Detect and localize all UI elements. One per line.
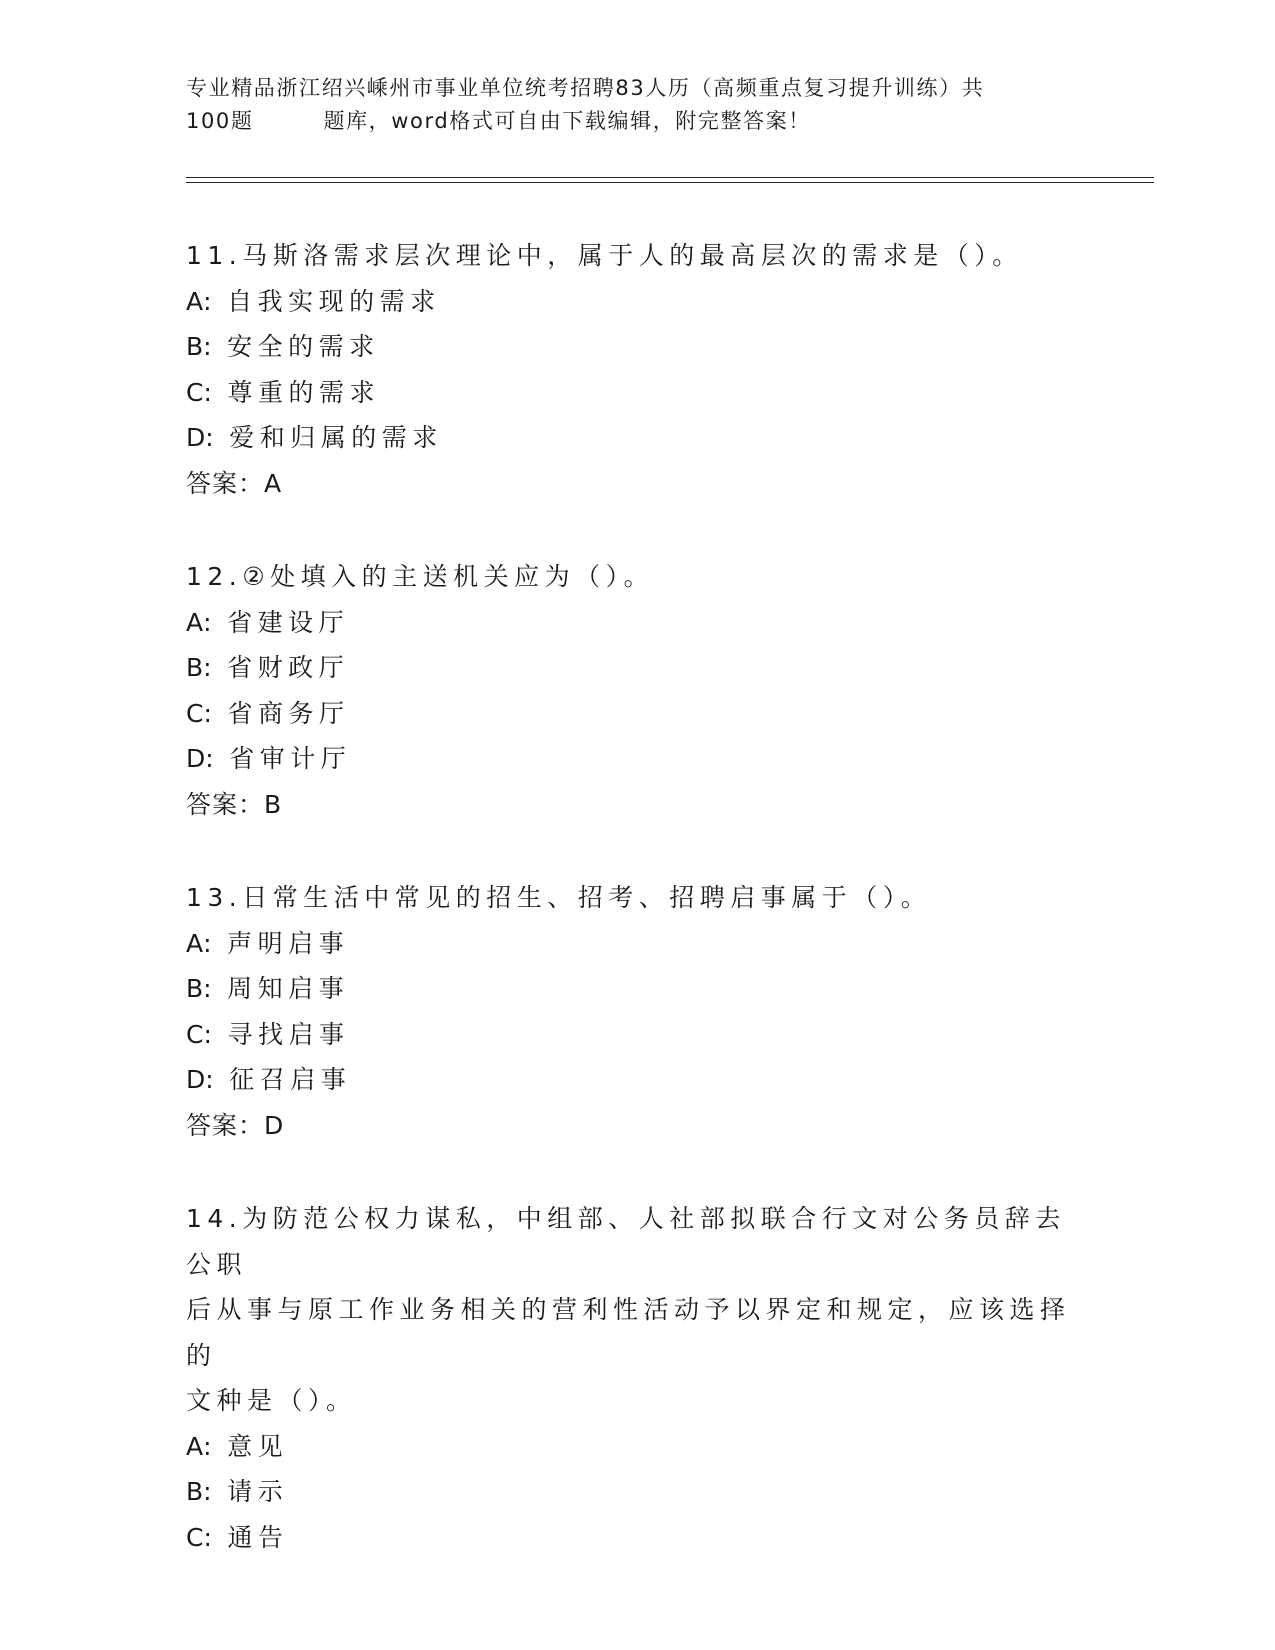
option-letter: A bbox=[186, 286, 204, 316]
answer-value: B bbox=[264, 789, 283, 819]
answer-line bbox=[186, 1103, 1086, 1149]
answer-option: A: 意见 bbox=[186, 1431, 289, 1461]
option-text: 通告 bbox=[227, 1522, 289, 1552]
question-list bbox=[186, 233, 1086, 1608]
answer-option: B: 周知启事 bbox=[186, 974, 350, 1003]
question-block bbox=[186, 233, 1086, 506]
answer-option: C: 寻找启事 bbox=[186, 1019, 350, 1049]
header-divider-top bbox=[186, 177, 1154, 178]
header-line-2 bbox=[186, 105, 1086, 138]
answer-label: 答案： bbox=[186, 1110, 265, 1140]
option-letter: A bbox=[186, 928, 204, 958]
answer-option: B: 省财政厅 bbox=[186, 653, 350, 682]
option-letter: B bbox=[186, 653, 204, 682]
answer-option: A: 省建设厅 bbox=[186, 607, 350, 637]
option-letter: D bbox=[186, 744, 206, 773]
question-stem: 11.马斯洛需求层次理论中，属于人的最高层次的需求是（）。 bbox=[186, 241, 1023, 270]
header-line-1: 专业精品浙江绍兴嵊州市事业单位统考招聘83人历（高频重点复习提升训练）共 bbox=[186, 76, 985, 100]
option-text: 尊重的需求 bbox=[227, 377, 380, 407]
question-stem: 12.②处填入的主送机关应为（）。 bbox=[186, 562, 655, 591]
option-letter: D bbox=[186, 423, 206, 452]
option-text: 省财政厅 bbox=[227, 653, 350, 682]
answer-value: D bbox=[264, 1110, 285, 1140]
option-letter: B bbox=[186, 1477, 204, 1506]
answer-value: A bbox=[264, 468, 283, 498]
answer-option: D: 省审计厅 bbox=[186, 744, 352, 773]
question-block bbox=[186, 1196, 1086, 1560]
answer-option: D: 征召启事 bbox=[186, 1065, 352, 1094]
option-text: 省建设厅 bbox=[227, 607, 350, 637]
question-stem: 14.为防范公权力谋私，中组部、人社部拟联合行文对公务员辞去公职 bbox=[186, 1204, 1066, 1279]
option-letter: C bbox=[186, 1522, 204, 1552]
question-block bbox=[186, 875, 1086, 1148]
document-header bbox=[186, 72, 1086, 138]
option-letter: D bbox=[186, 1065, 206, 1094]
answer-label: 答案： bbox=[186, 468, 265, 498]
header-line-2-rest: 题库，word格式可自由下载编辑，附完整答案！ bbox=[323, 109, 811, 133]
answer-option: C: 通告 bbox=[186, 1522, 289, 1552]
option-letter: C bbox=[186, 1019, 204, 1049]
option-letter: C bbox=[186, 377, 204, 407]
answer-option: A: 自我实现的需求 bbox=[186, 286, 441, 316]
answer-option: C: 尊重的需求 bbox=[186, 377, 380, 407]
option-letter: A bbox=[186, 1431, 204, 1461]
option-text: 声明启事 bbox=[227, 928, 350, 958]
option-letter: B bbox=[186, 974, 204, 1003]
option-text: 自我实现的需求 bbox=[227, 286, 441, 316]
option-text: 爱和归属的需求 bbox=[229, 423, 443, 452]
answer-option: D: 爱和归属的需求 bbox=[186, 423, 443, 452]
option-letter: A bbox=[186, 607, 204, 637]
header-divider-bottom bbox=[186, 182, 1154, 183]
question-stem: 后从事与原工作业务相关的营利性活动予以界定和规定，应该选择的 bbox=[186, 1295, 1071, 1370]
option-letter: B bbox=[186, 332, 204, 361]
question-stem: 文种是（）。 bbox=[186, 1386, 357, 1415]
answer-option: B: 安全的需求 bbox=[186, 332, 380, 361]
question-stem: 13.日常生活中常见的招生、招考、招聘启事属于（）。 bbox=[186, 883, 932, 912]
answer-option: A: 声明启事 bbox=[186, 928, 350, 958]
option-text: 安全的需求 bbox=[227, 332, 380, 361]
header-line-2-count: 100题 bbox=[186, 109, 254, 133]
answer-option: B: 请示 bbox=[186, 1477, 289, 1506]
option-letter: C bbox=[186, 698, 204, 728]
answer-label: 答案： bbox=[186, 789, 265, 819]
question-block bbox=[186, 554, 1086, 827]
answer-line bbox=[186, 782, 1086, 828]
option-text: 省商务厅 bbox=[227, 698, 350, 728]
option-text: 意见 bbox=[227, 1431, 289, 1461]
answer-option: C: 省商务厅 bbox=[186, 698, 350, 728]
option-text: 周知启事 bbox=[227, 974, 350, 1003]
option-text: 征召启事 bbox=[229, 1065, 352, 1094]
option-text: 寻找启事 bbox=[227, 1019, 350, 1049]
answer-line bbox=[186, 461, 1086, 507]
option-text: 请示 bbox=[227, 1477, 289, 1506]
option-text: 省审计厅 bbox=[229, 744, 352, 773]
